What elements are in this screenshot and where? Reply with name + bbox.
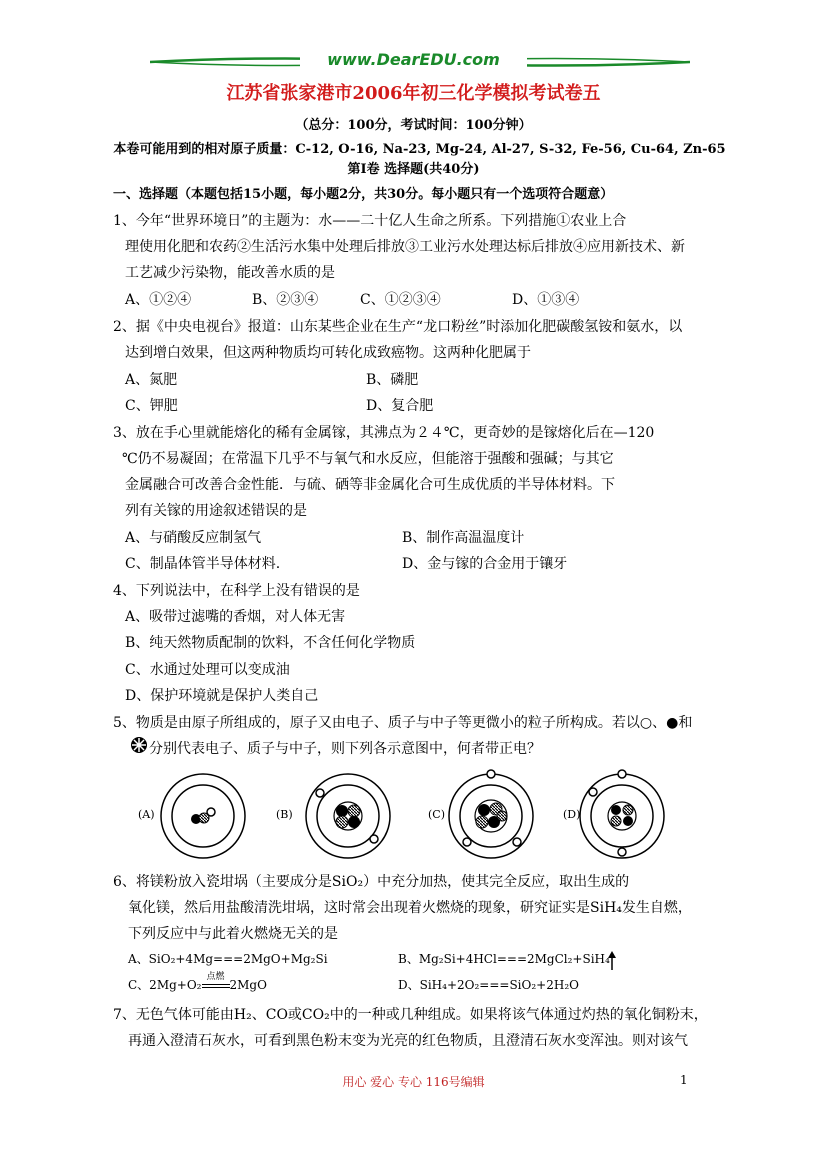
atom-diagram-b xyxy=(276,774,390,858)
q4-option-c: C、水通过处理可以变成油 xyxy=(125,662,290,678)
atom-diagram-c xyxy=(428,770,533,858)
q2-line1: 2、据《中央电视台》报道：山东某些企业在生产“龙口粉丝”时添加化肥碳酸氢铵和氨水，以 xyxy=(113,319,683,335)
q3-option-a: A、与硝酸反应制氢气 xyxy=(125,530,262,546)
q4-line1: 4、下列说法中，在科学上没有错误的是 xyxy=(113,583,360,599)
atom-diagrams xyxy=(138,766,738,866)
q6-option-a: A、SiO₂+4Mg===2MgO+Mg₂Si xyxy=(128,952,328,966)
q6-option-b: B、Mg₂Si+4HCl===2MgCl₂+SiH₄ xyxy=(398,952,610,966)
q5-line2: 分别代表电子、质子与中子，则下列各示意图中，何者带正电？ xyxy=(149,741,541,757)
q5-line1: 5、物质是由原子所组成的，原子又由电子、质子与中子等更微小的粒子所构成。若以○、●和 xyxy=(113,715,693,731)
q3-line2: ℃仍不易凝固；在常温下几乎不与氧气和水反应，但能溶于强酸和强碱；与其它 xyxy=(122,451,614,467)
section-title: 一、选择题（本题包括15小题，每小题2分，共30分。每小题只有一个选项符合题意） xyxy=(113,187,614,202)
q3-line1: 3、放在手心里就能熔化的稀有金属镓，其沸点为２４℃，更奇妙的是镓熔化后在—120 xyxy=(113,425,655,441)
q2-option-c: C、钾肥 xyxy=(125,398,178,414)
q2-option-d: D、复合肥 xyxy=(366,398,434,414)
atom-a-label: (A) xyxy=(138,808,155,821)
q6-c-reactants: C、2Mg+O₂ xyxy=(128,978,202,992)
q6-line3: 下列反应中与此着火燃烧无关的是 xyxy=(128,926,338,942)
q2-option-a: A、氮肥 xyxy=(125,372,178,388)
q3-option-d: D、金与镓的合金用于镶牙 xyxy=(402,556,568,572)
site-watermark: www.DearEDU.com xyxy=(300,50,527,69)
score-info: （总分：100分，考试时间：100分钟） xyxy=(295,118,532,133)
q1-option-a: A、①②④ xyxy=(125,292,192,308)
atom-d-label: (D) xyxy=(563,808,581,821)
q2-option-b: B、磷肥 xyxy=(366,372,419,388)
q6-line1: 6、将镁粉放入瓷坩埚（主要成分是SiO₂）中充分加热，使其完全反应，取出生成的 xyxy=(113,874,630,890)
q6-option-d: D、SiH₄+2O₂===SiO₂+2H₂O xyxy=(398,978,579,992)
q3-line4: 列有关镓的用途叙述错误的是 xyxy=(125,503,307,519)
q7-line2: 再通入澄清石灰水，可看到黑色粉末变为光亮的红色物质，且澄清石灰水变浑浊。则对该气 xyxy=(128,1033,688,1049)
atom-c-label: (C) xyxy=(428,808,445,821)
q3-line3: 金属融合可改善合金性能．与硫、硒等非金属化合可生成优质的半导体材料。下 xyxy=(125,477,615,493)
q7-line1: 7、无色气体可能由H₂、CO或CO₂中的一种或几种组成。如果将该气体通过灼热的氧化铜粉末， xyxy=(113,1007,708,1023)
q4-option-b: B、纯天然物质配制的饮料，不含任何化学物质 xyxy=(125,635,416,651)
q3-option-c: C、制晶体管半导体材料. xyxy=(125,556,281,572)
q4-option-d: D、保护环境就是保护人类自己 xyxy=(125,688,319,704)
part-title: 第Ⅰ卷 选择题(共40分) xyxy=(347,162,480,177)
neutron-symbol-icon xyxy=(130,736,148,754)
q1-line1: 1、今年“世界环境日”的主题为：水——二十亿人生命之所系。下列措施①农业上合 xyxy=(113,213,627,229)
q3-option-b: B、制作高温温度计 xyxy=(402,530,525,546)
q6-line2: 氧化镁，然后用盐酸清洗坩埚，这时常会出现着火燃烧的现象，研究证实是SiH₄发生自燃， xyxy=(128,900,692,916)
atom-diagram-a xyxy=(138,774,245,858)
page-number: 1 xyxy=(680,1073,688,1087)
q1-line2: 理使用化肥和农药②生活污水集中处理后排放③工业污水处理达标后排放④应用新技术、新 xyxy=(125,239,685,255)
q1-line3: 工艺减少污染物，能改善水质的是 xyxy=(125,265,335,281)
page-title: 江苏省张家港市2006年初三化学模拟考试卷五 xyxy=(226,83,601,104)
q1-option-c: C、①②③④ xyxy=(360,292,441,308)
q1-option-d: D、①③④ xyxy=(512,292,580,308)
atom-b-label: (B) xyxy=(276,808,293,821)
q6-c-condition: 点燃 xyxy=(206,972,225,982)
footer-text: 用心 爱心 专心 116号编辑 xyxy=(342,1075,485,1089)
q2-line2: 达到增白效果，但这两种物质均可转化成致癌物。这两种化肥属于 xyxy=(125,345,531,361)
gas-up-arrow-icon xyxy=(606,950,618,970)
q4-option-a: A、吸带过滤嘴的香烟，对人体无害 xyxy=(125,609,346,625)
q6-c-products: 2MgO xyxy=(229,978,267,992)
q1-option-b: B、②③④ xyxy=(252,292,319,308)
q6-option-c xyxy=(128,972,267,993)
atomic-mass-line: 本卷可能用到的相对原子质量：C-12, O-16, Na-23, Mg-24, Al-27, S-32, Fe-56, Cu-64, Zn-65 xyxy=(113,142,726,157)
atom-diagram-d xyxy=(563,770,664,858)
